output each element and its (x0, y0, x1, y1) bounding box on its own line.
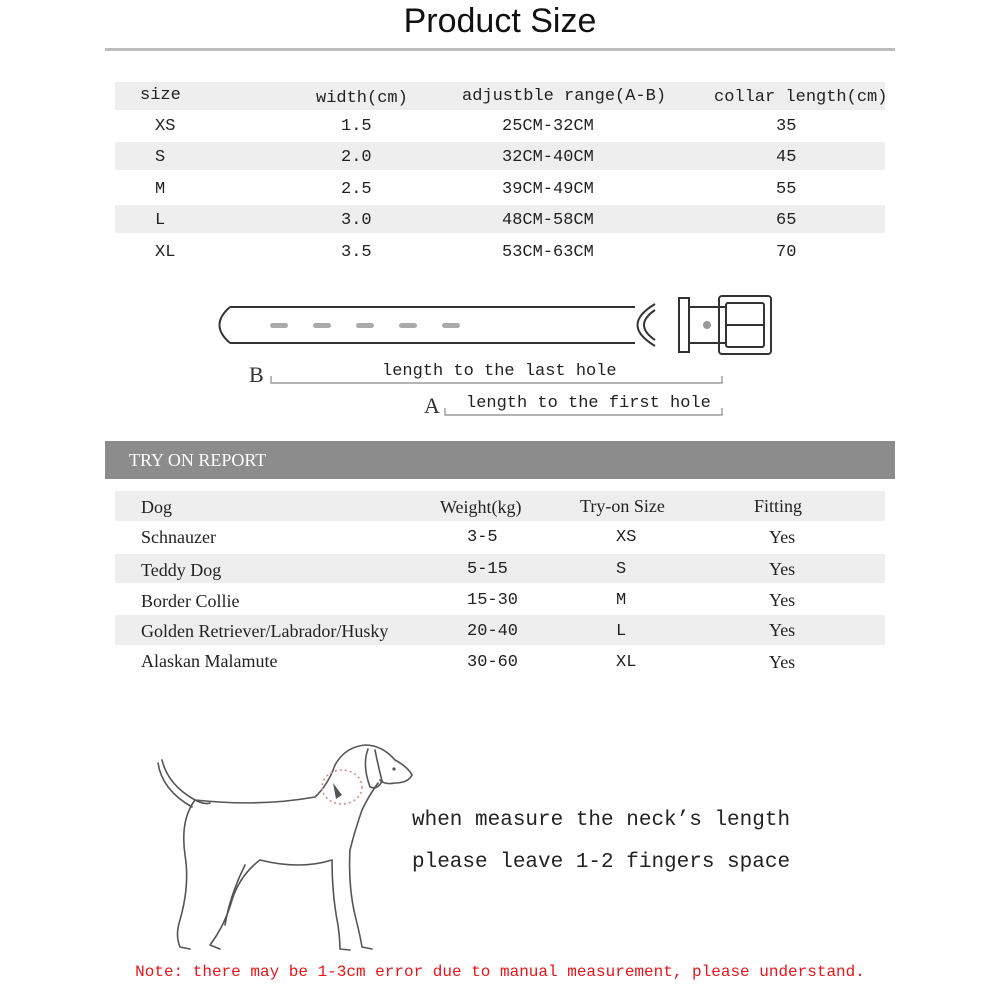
measure-line-1: when measure the neck’s length (412, 809, 791, 832)
report-header-dog: Dog (141, 497, 172, 517)
text-first-hole: length to the first hole (466, 394, 711, 413)
dog-illustration (150, 735, 420, 965)
collar-length-cell: 35 (776, 117, 797, 136)
try-on-size-cell: XS (616, 528, 637, 547)
dog-cell: Golden Retriever/Labrador/Husky (141, 621, 389, 641)
dog-cell: Border Collie (141, 591, 240, 611)
report-header-weight: Weight(kg) (440, 497, 522, 517)
size-header-range: adjustble range(A-B) (462, 87, 667, 106)
collar-length-cell: 55 (776, 180, 797, 199)
collar-length-cell: 70 (776, 243, 797, 262)
range-cell: 48CM-58CM (502, 211, 594, 230)
weight-cell: 5-15 (467, 560, 508, 579)
page-title: Product Size (403, 2, 597, 40)
size-table-stripe (115, 205, 885, 233)
label-b: B (249, 362, 264, 387)
dog-cell: Alaskan Malamute (141, 651, 278, 671)
collar-indicator (322, 770, 362, 804)
weight-cell: 15-30 (467, 591, 519, 610)
try-on-size-cell: L (616, 622, 627, 641)
size-cell: S (155, 148, 166, 167)
note-text: Note: there may be 1-3cm error due to manual measurement, please understand. (135, 963, 865, 981)
title-divider (105, 48, 895, 51)
try-on-size-cell: S (616, 560, 627, 579)
collar-holes (270, 323, 460, 328)
size-cell: XL (155, 243, 176, 262)
fitting-cell: Yes (769, 559, 796, 579)
text-last-hole: length to the last hole (382, 362, 617, 381)
width-cell: 2.5 (341, 180, 372, 199)
collar-length-cell: 45 (776, 148, 797, 167)
try-on-size-cell: XL (616, 653, 637, 672)
size-cell: M (155, 180, 166, 199)
measure-line-2: please leave 1-2 fingers space (412, 851, 791, 874)
fitting-cell: Yes (769, 652, 796, 672)
try-on-size-cell: M (616, 591, 627, 610)
width-cell: 2.0 (341, 148, 372, 167)
size-cell: XS (155, 117, 176, 136)
size-cell: L (155, 211, 166, 230)
size-header-size: size (140, 86, 181, 105)
fitting-cell: Yes (769, 527, 796, 547)
report-header-size: Try-on Size (580, 496, 665, 516)
fitting-cell: Yes (769, 620, 796, 640)
report-header-fitting: Fitting (754, 496, 803, 516)
width-cell: 3.5 (341, 243, 372, 262)
range-cell: 53CM-63CM (502, 243, 594, 262)
size-header-collar-length: collar length(cm) (714, 88, 888, 107)
weight-cell: 30-60 (467, 653, 519, 672)
range-cell: 39CM-49CM (502, 180, 594, 199)
fitting-cell: Yes (769, 590, 796, 610)
range-cell: 25CM-32CM (502, 117, 594, 136)
range-cell: 32CM-40CM (502, 148, 594, 167)
width-cell: 3.0 (341, 211, 372, 230)
report-title: TRY ON REPORT (129, 450, 267, 470)
width-cell: 1.5 (341, 117, 372, 136)
size-table-stripe (115, 142, 885, 170)
collar-length-cell: 65 (776, 211, 797, 230)
weight-cell: 3-5 (467, 528, 498, 547)
dog-cell: Schnauzer (141, 527, 216, 547)
label-a: A (424, 393, 440, 418)
size-header-width: width(cm) (316, 89, 408, 108)
weight-cell: 20-40 (467, 622, 519, 641)
dog-cell: Teddy Dog (141, 560, 222, 580)
